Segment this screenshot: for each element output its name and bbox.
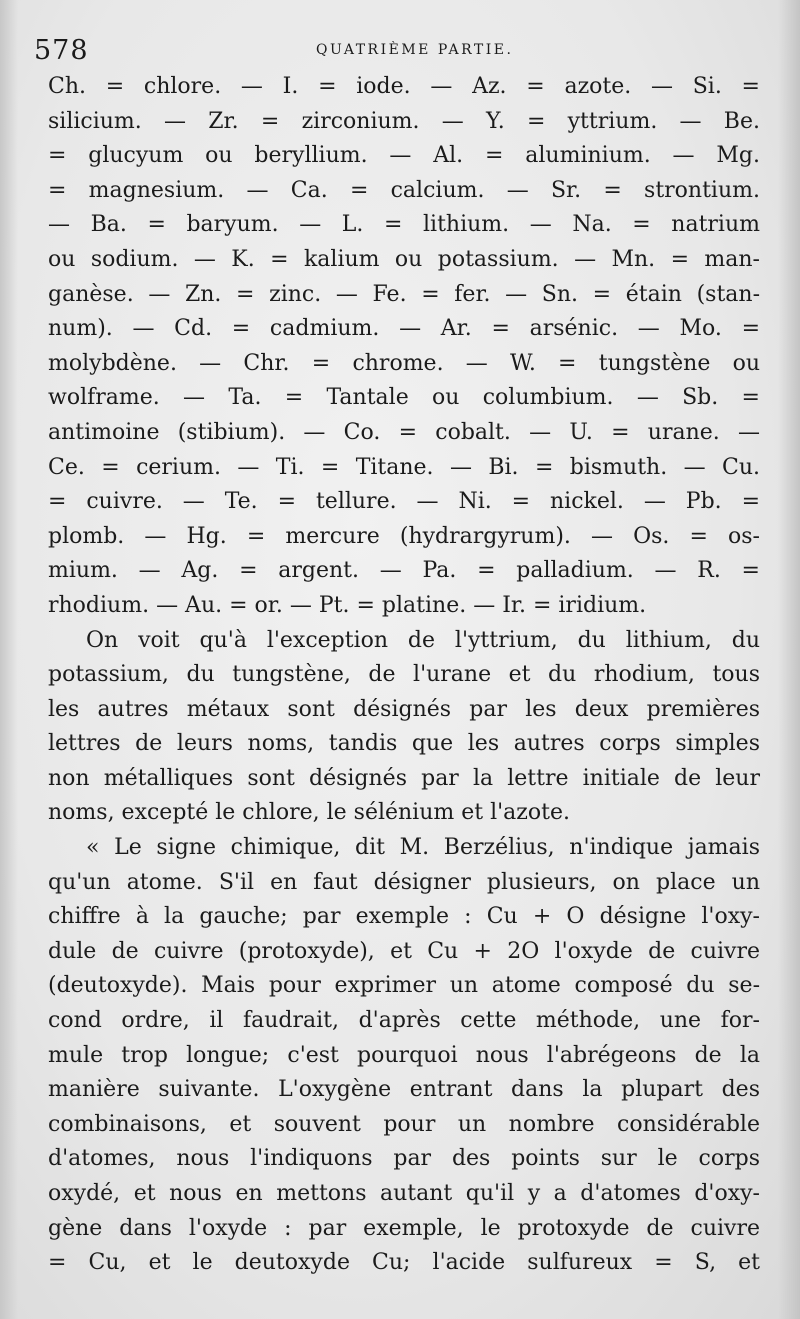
text-line: num). — Cd. = cadmium. — Ar. = arsénic. — Mo. = <box>48 316 760 342</box>
text-line: = Cu, et le deutoxyde Cu; l'acide sulfureux = S, et <box>48 1250 760 1276</box>
text-line: manière suivante. L'oxygène entrant dans la plupart des <box>48 1077 760 1103</box>
text-line: Ce. = cerium. — Ti. = Titane. — Bi. = bismuth. — Cu. <box>48 454 760 480</box>
text-line: qu'un atome. S'il en faut désigner plusieurs, on place un <box>48 869 760 895</box>
text-line: mium. — Ag. = argent. — Pa. = palladium. — R. = <box>48 558 760 584</box>
text-line: molybdène. — Chr. = chrome. — W. = tungstène ou <box>48 350 760 376</box>
text-line: mule trop longue; c'est pourquoi nous l'abrégeons de la <box>48 1042 760 1068</box>
paragraph-first-line: « Le signe chimique, dit M. Berzélius, n'indique jamais <box>86 835 760 861</box>
text-line: les autres métaux sont désignés par les deux premières <box>48 696 760 722</box>
text-line: = cuivre. — Te. = tellure. — Ni. = nickel. — Pb. = <box>48 489 760 515</box>
text-line: combinaisons, et souvent pour un nombre considérable <box>48 1111 760 1137</box>
text-line: — Ba. = baryum. — L. = lithium. — Na. = natrium <box>48 212 760 238</box>
text-line: = magnesium. — Ca. = calcium. — Sr. = strontium. <box>48 177 760 203</box>
text-line: (deutoxyde). Mais pour exprimer un atome composé du se- <box>48 973 760 999</box>
running-head: QUATRIÈME PARTIE. <box>316 42 514 58</box>
text-line: silicium. — Zr. = zirconium. — Y. = yttrium. — Be. <box>48 108 760 134</box>
text-line: ganèse. — Zn. = zinc. — Fe. = fer. — Sn. = étain (stan- <box>48 281 760 307</box>
text-line: = glucyum ou beryllium. — Al. = aluminium. — Mg. <box>48 143 760 169</box>
text-line: noms, excepté le chlore, le sélénium et l'azote. <box>48 800 570 826</box>
text-line: non métalliques sont désignés par la lettre initiale de leur <box>48 765 760 791</box>
page-header <box>34 34 760 68</box>
text-line: wolframe. — Ta. = Tantale ou columbium. — Sb. = <box>48 385 760 411</box>
text-line: cond ordre, il faudrait, d'après cette méthode, une for- <box>48 1008 760 1034</box>
text-line: plomb. — Hg. = mercure (hydrargyrum). — Os. = os- <box>48 523 760 549</box>
text-line: Ch. = chlore. — I. = iode. — Az. = azote. — Si. = <box>48 74 760 99</box>
text-line: potassium, du tungstène, de l'urane et du rhodium, tous <box>48 662 760 688</box>
text-line: ou sodium. — K. = kalium ou potassium. — Mn. = man- <box>48 246 760 272</box>
text-line: lettres de leurs noms, tandis que les autres corps simples <box>48 731 760 757</box>
text-line: oxydé, et nous en mettons autant qu'il y a d'atomes d'oxy- <box>48 1181 760 1206</box>
paragraph-first-line: On voit qu'à l'exception de l'yttrium, du lithium, du <box>86 627 760 653</box>
text-line: antimoine (stibium). — Co. = cobalt. — U. = urane. — <box>48 419 760 445</box>
text-line: chiffre à la gauche; par exemple : Cu + O désigne l'oxy- <box>48 904 760 930</box>
text-line: gène dans l'oxyde : par exemple, le protoxyde de cuivre <box>48 1215 760 1241</box>
text-line: d'atomes, nous l'indiquons par des points sur le corps <box>48 1146 760 1172</box>
page-number: 578 <box>34 35 89 66</box>
text-line: rhodium. — Au. = or. — Pt. = platine. — Ir. = iridium. <box>48 592 647 618</box>
text-line: dule de cuivre (protoxyde), et Cu + 2O l'oxyde de cuivre <box>48 938 760 964</box>
body-text <box>48 70 760 1281</box>
